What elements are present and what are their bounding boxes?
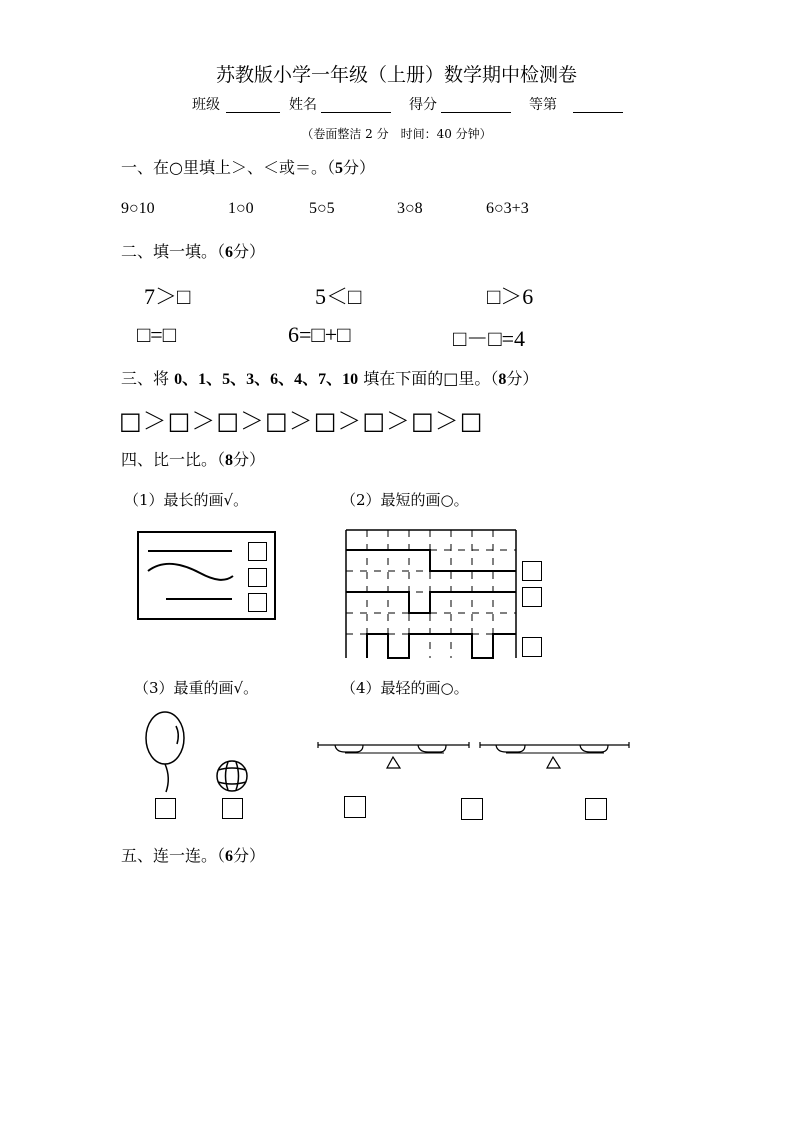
q4-answer-box[interactable] [585, 798, 607, 820]
s4-question-4: （4）最轻的画○。 [341, 679, 469, 697]
q4-answer-box[interactable] [344, 796, 366, 818]
score-label: 得分 [409, 97, 437, 113]
s1-expr-5[interactable]: 6○3+3 [486, 200, 529, 217]
section-3-heading: 三、将 0、1、5、3、6、4、7、10 填在下面的□里。（8分） [121, 369, 539, 388]
s4-question-1: （1）最长的画√。 [124, 491, 249, 509]
q4-balance-figure [318, 742, 629, 768]
exam-note: （卷面整洁 2 分 时间：40 分钟） [301, 127, 492, 141]
name-label: 姓名 [289, 97, 317, 113]
q2-answer-box[interactable] [522, 637, 542, 657]
s1-expr-2[interactable]: 1○0 [228, 200, 254, 217]
grade-label: 等第 [529, 97, 557, 113]
q4-answer-box[interactable] [461, 798, 483, 820]
q3-balloon-ball-figure [146, 712, 247, 792]
s4-question-2: （2）最短的画○。 [341, 491, 469, 509]
q2-answer-box[interactable] [522, 587, 542, 607]
q1-answer-box[interactable] [248, 593, 267, 612]
section-2-heading: 二、填一填。（6分） [121, 242, 266, 261]
s1-expr-4[interactable]: 3○8 [397, 200, 423, 217]
q1-answer-box[interactable] [248, 568, 267, 587]
s2-expr-2[interactable]: 5＜□ [315, 284, 362, 309]
q3-answer-box[interactable] [222, 798, 243, 819]
s2-expr-5[interactable]: 6=□+□ [288, 322, 351, 347]
section-1-heading: 一、在○里填上＞、＜或＝。（5分） [121, 158, 375, 177]
q1-answer-box[interactable] [248, 542, 267, 561]
s2-expr-3[interactable]: □＞6 [487, 284, 534, 309]
s3-order-chain[interactable]: □＞□＞□＞□＞□＞□＞□＞□ [119, 407, 484, 435]
section-4-heading: 四、比一比。（8分） [121, 450, 266, 469]
s2-expr-1[interactable]: 7＞□ [144, 284, 191, 309]
s1-expr-3[interactable]: 5○5 [309, 200, 335, 217]
s4-question-3: （3）最重的画√。 [134, 679, 259, 697]
s2-expr-6[interactable]: □－□=4 [453, 326, 525, 351]
q3-answer-box[interactable] [155, 798, 176, 819]
q2-answer-box[interactable] [522, 561, 542, 581]
section-5-heading: 五、连一连。（6分） [121, 846, 266, 865]
s2-expr-4[interactable]: □=□ [137, 322, 176, 347]
page-title: 苏教版小学一年级（上册）数学期中检测卷 [215, 64, 577, 86]
q2-grid-figure [346, 530, 516, 658]
class-label: 班级 [192, 97, 220, 113]
s1-expr-1[interactable]: 9○10 [121, 200, 155, 217]
